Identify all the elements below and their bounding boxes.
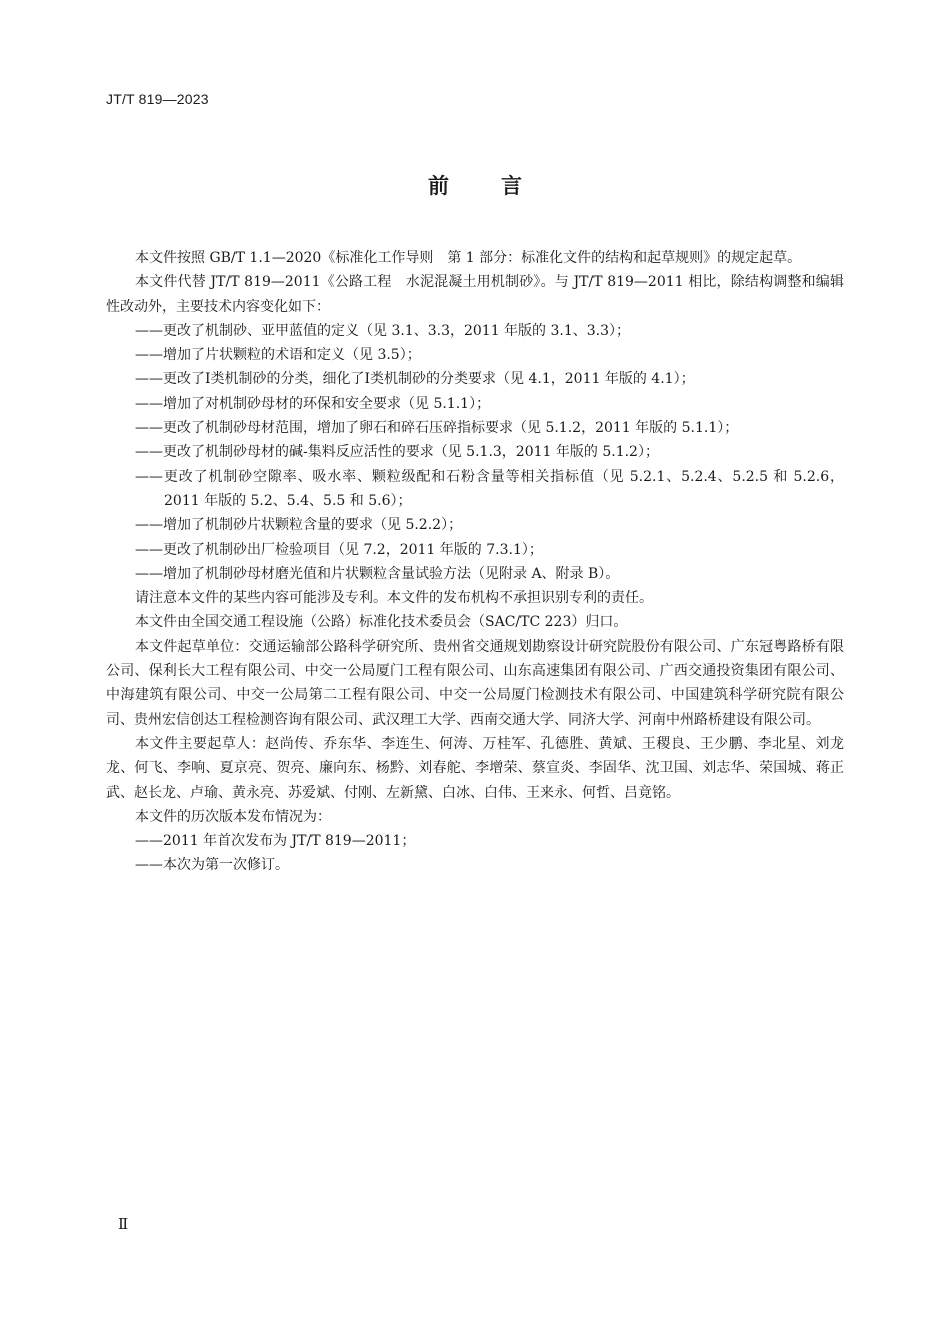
- change-item: ——更改了Ⅰ类机制砂的分类，细化了Ⅰ类机制砂的分类要求（见 4.1，2011 年版的 4.1）；: [135, 371, 695, 388]
- change-item: ——增加了对机制砂母材的环保和安全要求（见 5.1.1）；: [135, 395, 491, 412]
- document-body: [106, 246, 844, 878]
- change-item: ——更改了机制砂出厂检验项目（见 7.2，2011 年版的 7.3.1）；: [135, 541, 543, 558]
- change-item: ——增加了片状颗粒的术语和定义（见 3.5）；: [135, 347, 421, 364]
- paragraph-patent-notice: 请注意本文件的某些内容可能涉及专利。本文件的发布机构不承担识别专利的责任。: [135, 590, 653, 607]
- document-code: JT/T 819—2023: [106, 91, 209, 107]
- section-title: 前言: [428, 174, 574, 198]
- change-item: ——更改了机制砂空隙率、吸水率、颗粒级配和石粉含量等相关指标值（见 5.2.1、5.2.4、5.2.5 和 5.2.6，2011 年版的 5.2、5.4、5.5 和 5.6）；: [135, 468, 844, 509]
- paragraph-drafters: 本文件主要起草人：赵尚传、乔东华、李连生、何涛、万桂军、孔德胜、黄斌、王稷良、王少鹏、李北星、刘龙龙、何飞、李响、夏京亮、贺亮、廉向东、杨黔、刘春舵、李增荣、蔡宣炎、李固华、沈卫国、刘志华、荣国城、蒋正武、赵长龙、卢瑜、黄永亮、苏爱斌、付刚、左新黛、白冰、白伟、王来永、何哲、吕竟铭。: [106, 735, 844, 801]
- change-item: ——更改了机制砂、亚甲蓝值的定义（见 3.1、3.3，2011 年版的 3.1、3.3）；: [135, 322, 631, 339]
- page-number: Ⅱ: [118, 1217, 129, 1233]
- paragraph-drafting-rules: 本文件按照 GB/T 1.1—2020《标准化工作导则 第 1 部分：标准化文件的结构和起草规则》的规定起草。: [135, 250, 802, 266]
- change-item: ——增加了机制砂母材磨光值和片状颗粒含量试验方法（见附录 A、附录 B）。: [135, 565, 620, 582]
- change-item: ——更改了机制砂母材的碱-集料反应活性的要求（见 5.1.3，2011 年版的 5.1.2）；: [135, 444, 659, 461]
- change-item: ——增加了机制砂片状颗粒含量的要求（见 5.2.2）；: [135, 517, 463, 534]
- change-item: ——更改了机制砂母材范围，增加了卵石和碎石压碎指标要求（见 5.1.2，2011 年版的 5.1.1）；: [135, 420, 739, 437]
- history-item: ——本次为第一次修订。: [135, 857, 289, 874]
- paragraph-committee: 本文件由全国交通工程设施（公路）标准化技术委员会（SAC/TC 223）归口。: [135, 614, 628, 631]
- paragraph-drafting-units: 本文件起草单位：交通运输部公路科学研究所、贵州省交通规划勘察设计研究院股份有限公司、广东冠粤路桥有限公司、保利长大工程有限公司、中交一公局厦门工程有限公司、山东高速集团有限公司、广西交通投资集团有限公司、中海建筑有限公司、中交一公局第二工程有限公司、中交一公局厦门检测技术有限公司、中国建筑科学研究院有限公司、贵州宏信创达工程检测咨询有限公司、武汉理工大学、西南交通大学、同济大学、河南中州路桥建设有限公司。: [106, 638, 844, 728]
- history-item: ——2011 年首次发布为 JT/T 819—2011；: [135, 833, 416, 850]
- paragraph-replacement: 本文件代替 JT/T 819—2011《公路工程 水泥混凝土用机制砂》。与 JT/T 819—2011 相比，除结构调整和编辑性改动外，主要技术内容变化如下：: [106, 274, 844, 315]
- paragraph-history-intro: 本文件的历次版本发布情况为：: [135, 808, 331, 825]
